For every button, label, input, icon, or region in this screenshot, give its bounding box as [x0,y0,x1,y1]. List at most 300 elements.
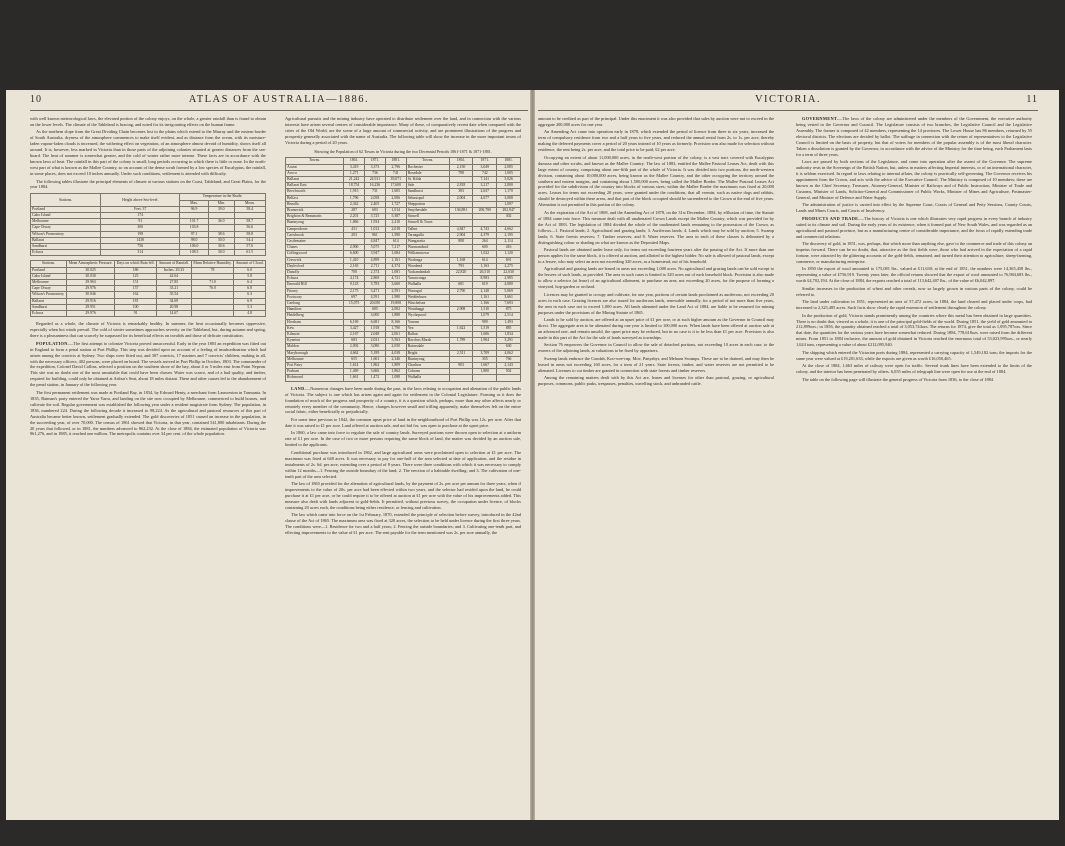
paragraph: Similar increases in the production of wheat and other cereals, now so largely grown in various parts of the colony, could be referred to. [796,285,1032,297]
table-cell: 793 [449,263,473,269]
table-cell: 1,161 [385,257,406,263]
table-header: Towns. [406,158,449,164]
table-cell: 30.025 [67,267,115,273]
table-cell: 2,092 [344,344,365,350]
table-cell: 2,410 [385,220,406,226]
table-cell: 71.0 [191,280,234,286]
table-cell: 1,472 [365,375,386,381]
table-header: Mean. [234,200,265,206]
section-heading-population: POPULATION. [36,340,70,346]
table-cell: 2,165 [344,263,365,269]
table-cell: 1,934 [365,220,386,226]
table-cell: 2,908 [449,307,473,313]
table-cell [497,375,521,381]
table-cell: 6,169 [344,319,365,325]
table-cell: 56.6 [234,225,265,231]
table-cell: 19,808 [385,301,406,307]
table-cell: 1,493 [497,319,521,325]
table-cell: 1,005 [497,170,521,176]
table-cell: 2,818 [449,183,473,189]
table-cell: 15,075 [344,301,365,307]
table-cell: 5,026 [497,176,521,182]
table-cell: 1,271 [344,170,365,176]
table-cell: 875 [497,307,521,313]
table-cell: 3,427 [344,325,365,331]
table-cell: 1,605 [385,189,406,195]
table-cell: 3,373 [365,164,386,170]
table-cell: 6.9 [234,298,266,304]
table-cell: 5,069 [497,288,521,294]
table-cell: 1,796 [344,195,365,201]
table-cell: 58.8 [234,231,265,237]
table-cell: Ballarat [286,176,344,182]
table-cell: 282,947 [497,207,521,213]
table-cell: 136,881 [449,207,473,213]
table-cell: 619 [473,282,497,288]
table-cell: Sandhurst [406,189,449,195]
table-cell: 5.8 [234,273,266,279]
paragraph: Agricultural and grazing lands are leased in areas not exceeding 1,000 acres. No agricultural and grazing lands can be sold except to the lessees of such lands, as provided. The area in such cases is limited to 320 acres out of each leasehold block. Provision is also made to allow a selector (at lease) of an agricultural allotment, to purchase an area, not exceeding 20 acres, for the purpose of forming a vineyard, hop-garden or orchard. [538,266,774,290]
paragraph: with well known meteorological laws, the elevated portion of the colony enjoys, on the whole, a greater rainfall than is found to obtain on the lower levels. The climate of the Tableland is bracing, and noted for its invigorating effects on the human frame. [30,116,266,127]
table-cell: 58.7 [234,219,265,225]
table-cell: 38.6 [208,231,234,237]
table-cell: 17,600 [385,183,406,189]
table-cell: 1,727 [385,201,406,207]
table-cell: Sandhurst [31,244,101,250]
table-cell: 766 [497,356,521,362]
table-cell: 2,800 [497,183,521,189]
table-cell: 203 [344,232,365,238]
table-cell [191,311,234,317]
table-cell: 30.0 [208,237,234,243]
table-cell: 27.85 [157,280,192,286]
table-cell: Heidelberg [286,313,344,319]
table-cell: Melbourne [286,356,344,362]
table-cell: 3,709 [473,350,497,356]
table-cell: 36.0 [208,219,234,225]
table-cell: 2,374 [365,270,386,276]
table-cell: Sale [406,183,449,189]
table-cell: Yea [406,325,449,331]
table-cell: 4,847 [449,226,473,232]
table-cell: Wedderburn [406,294,449,300]
table-cell: 300 [101,225,180,231]
left-column-1 [30,116,266,439]
table-cell: 1,915 [344,189,365,195]
paragraph: For some time previous to 1842, the common upset price of land in the neighbourhood of Port Phillip was 12s. per acre. After that date it was raised to £1 per acre. Land offered at auction sale, and not bid for, was open to purchase at the upset price. [285,416,521,428]
table-cell: Walhalla [406,375,449,381]
table-cell: 1,510 [473,307,497,313]
table-cell: 683 [344,338,365,344]
table-cell: 4,379 [473,232,497,238]
table-cell: 756 [101,244,180,250]
table-cell: 2,514 [497,313,521,319]
table-cell: 151 [115,280,157,286]
table-cell: 2,167 [344,332,365,338]
table-cell: 502 [497,369,521,375]
table-cell: Portland [31,267,67,273]
table-cell: Richmond [286,375,344,381]
table-cell: 20,050 [365,301,386,307]
section-heading-products: PRODUCTS AND TRADE. [802,215,860,221]
table-header: Days on which Rain fell. [115,261,157,267]
table-cell: 3,725 [365,214,386,220]
table-cell: 1,163 [473,263,497,269]
table-cell: 2,511 [449,350,473,356]
table-cell: 2,061 [385,332,406,338]
table-cell: Stawell & Town [406,220,449,226]
table-cell: 3,660 [385,282,406,288]
table-cell: 5,387 [385,214,406,220]
paragraph: Licences may be granted to occupy and cultivate, for one year, portions of certain lands proclaimed as auriferous, not exceeding 20 acres in each case. Grazing licences are also issued for auriferous lands, renewable annually, for a period of not more than five years, the area in each case not to exceed 1,000 acres. All lands alienated under the Land Act of 1884, are liable to be resumed for mining purposes under the provisions of the Mining Statute of 1865. [538,291,774,315]
table-cell: Camperdown [286,226,344,232]
table-cell: 78 [191,267,234,273]
left-page [30,90,528,820]
table-cell: 61.5 [234,250,265,256]
table-cell: 34.69 [157,298,192,304]
table-cell: 681 [449,282,473,288]
table-cell: 1,834 [497,332,521,338]
table-cell: 614 [385,239,406,245]
table-cell: 2,869 [365,276,386,282]
table-cell: 18,754 [344,183,365,189]
table-header: 1861. [344,158,365,164]
table-cell: Melbourne [31,219,101,225]
left-column-2 [285,116,521,538]
table-cell: Creswick [286,257,344,263]
table-cell: Stawell [406,214,449,220]
section-heading-government: GOVERNMENT. [802,116,839,121]
table-cell: 614 [473,257,497,263]
table-cell: 3,088 [497,195,521,201]
table-cell: 600 [473,245,497,251]
paragraph: amount to be credited as part of the principal. Under this enactment it was also provided that sales by auction were not to exceed in the aggregate 200,000 acres for one year. [538,116,774,127]
table-cell: Kyneton [286,338,344,344]
table-cell: 9,143 [344,282,365,288]
table-cell: 2,201 [344,214,365,220]
table-cell: Ballarat [31,298,67,304]
table-cell: 30.6 [208,244,234,250]
table-cell: Fitzroy [286,288,344,294]
table-cell: 4,080 [497,282,521,288]
paragraph: Lands to be sold by auction, are offered at an upset price of £1 per acre, or at such higher amount as the Governor in Council may direct. The aggregate area to be alienated during one year is limited to 100,000 acres. When lands have been offered at auction sale at an advanced rate, and remain unsold, the upset price may be reduced, but in no case is it to be less than £1 per acre. Provision is also made in this part of the Act for the sale of lands surveyed as townships. [538,317,774,340]
table-cell: 1,012 [365,226,386,232]
table-cell: Portland [31,206,101,212]
table-cell: Buninyong [406,356,449,362]
table-cell: 4,721 [385,276,406,282]
table-cell: Warrnambool [406,245,449,251]
table-cell: 2,904 [449,232,473,238]
table-cell: 2,591 [385,288,406,294]
table-cell: 3,217 [473,183,497,189]
table-cell: 691 [497,257,521,263]
table-cell: 4.8 [234,311,266,317]
table-cell: Kew [286,325,344,331]
table-cell: 4,374 [385,263,406,269]
right-column-1 [538,116,774,388]
table-cell: Feet. 37 [101,206,180,212]
table-cell: 2,796 [385,164,406,170]
table-cell: 697 [344,294,365,300]
table-cell: Brunswick [286,207,344,213]
table-cell: 2,175 [344,288,365,294]
table-cell: 2,004 [449,195,473,201]
table-cell: Talbot [406,226,449,232]
table-cell: 4,743 [473,226,497,232]
table-cell: 2,050 [385,344,406,350]
table-cell: 1,789 [449,338,473,344]
table-cell: 1,410 [344,257,365,263]
table-row [31,250,266,256]
towns-table-caption: Showing the Population of 62 Towns in Victoria during the two Decennial Periods 1861-1871 & 1871-1881. [314,148,492,154]
table-cell: 1,980 [385,294,406,300]
table-cell: 2,006 [385,195,406,201]
table-cell: 2,195 [497,232,521,238]
table-cell: Melbourne [31,280,67,286]
table-cell: 2,711 [365,263,386,269]
table-cell: 30.046 [67,292,115,298]
table-cell: 1,120 [497,251,521,257]
table-cell: 788 [449,170,473,176]
table-cell: 416 [497,245,521,251]
table-cell: 1,862 [385,369,406,375]
paragraph: In the production of gold, Victoria stands prominently among the countries where this metal has been obtained in large quantities. There is no doubt that, viewed as a whole, it is one of the principal gold-fields of the world. During 1851, the yield of gold amounted to 212,899ozs.; in 1856, the quantity obtained reached a total of 3,053,744ozs. The returns for 1874, give the total as 1,095,787ozs. Since that date, the quantities for the various years have become somewhat reduced. During 1884, 778,618ozs. were raised from the different mines. From 1851 to 1884 inclusive, the amount of gold obtained in Victoria reached the enormous total of 53,023,995ozs., or nearly 1,624 tons, representing a value of about £212,095,940. [796,312,1032,348]
table-cell: 1,904 [473,338,497,344]
left-page-header [30,94,528,111]
table-cell: Belfast [286,195,344,201]
table-cell: 355 [473,356,497,362]
table-header: 1881. [385,158,406,164]
right-page [538,90,1038,820]
table-cell: 39,071 [385,176,406,182]
table-cell: Daylesford [286,263,344,269]
table-cell: St. Kilda [406,176,449,182]
table-cell: 181 [115,298,157,304]
table-cell: 103.8 [180,225,209,231]
table-cell: 1,661 [365,356,386,362]
table-cell: 6.8 [234,286,266,292]
table-cell: 1,866 [344,220,365,226]
table-cell: 186 [115,267,157,273]
table-cell: Castlemaine [286,239,344,245]
right-page-header [538,94,1038,111]
table-cell: Ballarat [31,237,101,243]
table-cell: Gabo Island [31,273,67,279]
paragraph: An Amending Act came into operation early in 1878, which extended the period of licence from three to six years, increased the term of compulsory residence from two and a half years to five years, and reduced the annual rental from 2s. to 1s. per acre, thereby making the deferred payments cover a period of 20 years instead of 10 years as formerly. Provision was also made for selection without residence, the rent being 2s. per acre, and the total price to be paid, £2 per acre. [538,129,774,153]
table-cell: 1,170 [497,189,521,195]
table-cell: 101.7 [180,219,209,225]
table-cell: 22,030 [497,270,521,276]
table-cell: 5,189 [365,350,386,356]
table-header: Mean Atmospheric Pressure. [67,261,115,267]
table-header: 1881. [497,158,521,164]
temperature-table [30,193,266,256]
table-cell: 5,563 [385,338,406,344]
table-cell: Hamilton [286,307,344,313]
table-cell: 630 [497,344,521,350]
table-cell: 91 [101,219,180,225]
table-cell: Wilson's Promontory [31,292,67,298]
table-cell: Carisbrook [286,232,344,238]
table-cell: 5,075 [365,245,386,251]
table-cell: 3,783 [365,282,386,288]
table-cell: 1,007 [497,201,521,207]
table-cell: 2,342 [344,201,365,207]
table-cell: 7,141 [473,176,497,182]
table-cell: 655 [344,356,365,362]
table-cell: Wilson's Promontory [31,231,101,237]
table-cell: 2,085 [497,164,521,170]
table-cell: 7,693 [497,301,521,307]
table-cell: Smythesdale [406,207,449,213]
table-cell: 1,667 [473,363,497,369]
paragraph: The shipping which entered the Victorian ports during 1884, represented a carrying capacity of 1,549,182 tons; the imports for the same year were valued at £19,201,633, while the exports are given as worth £16,050,465. [796,349,1032,361]
table-cell: 4,038 [385,350,406,356]
table-cell: 16,236 [365,183,386,189]
paragraph: The law which came into force on the 1st February, 1870, extended the principle of selection before survey, introduced in the 42nd clause of the Act of 1865. The maximum area was fixed at 320 acres, the selection to be held under licence during the first three years. The conditions were—1. Residence for two and a half years; 2. Fencing the outside boundaries; and 3. Cultivating one-tenth part, and effecting improvements to the value of £1 per acre. The rent payable for the term mentioned was 2s. per acre annually, the [285,512,521,536]
table-cell: 2,048 [365,332,386,338]
table-cell: 96.9 [180,206,209,212]
table-cell: 58.4 [234,206,265,212]
table-cell: 808 [449,239,473,245]
table-cell: 26,510 [473,270,497,276]
table-cell: Wangaratta [406,239,449,245]
table-cell: Yarrawonga [406,276,449,282]
table-cell: 2,405 [365,201,386,207]
table-cell: 6.3 [234,292,266,298]
table-cell: 20.98 [157,304,192,310]
table-cell: 2,150 [449,164,473,170]
table-cell: 98.0 [180,237,209,243]
table-cell: Ballarat East [286,183,344,189]
paragraph: Swamp lands embrace the Condah, Koo-wee-rup, Moe, Panyabyr, and Mehaon Swamps. These are to be drained, and may then be leased in areas not exceeding 160 acres, for a term of 21 years. State forests, timber, and water reserves are not permitted to be alienated. Licenses to cut timber are granted in connection with state forests and timber reserves. [538,355,774,373]
table-cell: 198 [101,231,180,237]
table-cell: Clunes [286,245,344,251]
table-cell: Bairnsdale [406,344,449,350]
table-cell: 54.4 [234,237,265,243]
table-cell: Maryborough [286,350,344,356]
table-cell: Ararat [286,164,344,170]
table-cell: 1,079 [473,313,497,319]
table-cell: 42.64 [157,273,192,279]
table-cell: 29.976 [67,311,115,317]
table-cell: Sandhurst [31,304,67,310]
table-cell: 3,947 [365,251,386,257]
table-header: Towns. [286,158,344,164]
table-cell: 29.963 [67,280,115,286]
table-cell: 21,242 [344,176,365,182]
paragraph: —The first attempt to colonize Victoria proved unsuccessful. Early in the year 1803 an expedition was fitted out in England to form a penal station at Port Phillip. This step was decided upon on account of a feeling of insubordination which had arisen among the convicts at Sydney. Two ships were fitted out, and 307 convicts, 17 marines and 7 convicts' children, making in all, with the necessary officers, 402 persons, were placed on board. The vessels arrived in Port Phillip in October, 1803. The commander of the expedition, Colonel David Collins, selected a position on the southern shore of the bay, about 4 or 5 miles east from Point Nepean. This site was no doubt one of the most unsuitable that could have been chosen. Water was scarce, and of a bad quality, and timber, required for building, could only be obtained at Arthur's Seat, about 18 miles distant. These and other causes led to the abandonment of the penal station, in January of the following year. [30,340,266,388]
table-cell: 314 [101,250,180,256]
table-cell: 6,681 [365,319,386,325]
table-cell: Wonthaggi [406,307,449,313]
table-cell: 76.0 [191,286,234,292]
table-cell: 39.0 [208,206,234,212]
paragraph: Regarded as a whole, the climate of Victoria is remarkably healthy. In summer, the heat occasionally becomes oppressive, especially when hot winds prevail. The cold of winter sometimes approaches severity on the Tableland, but, during autumn and spring, there is a pleasantness that can scarcely be surpassed for its beneficial effects on invalids and those of delicate constitution. [30,321,266,339]
table-cell: Buninyong [286,220,344,226]
paragraph: At the close of 1884, 1,663 miles of railway were open for traffic. Several trunk lines have been extended to the limits of the colony, and the interior has been penetrated by others. 6,055 miles of telegraph line were open for use at the end of 1884. [796,363,1032,375]
table-cell: 6.4 [234,280,266,286]
table-cell: 2,018 [385,226,406,232]
table-cell: Cape Otway [31,225,101,231]
table-cell: 14.67 [157,311,192,317]
table-cell: 1,606 [473,332,497,338]
table-cell: 206,780 [473,207,497,213]
table-cell: Yackandandah [406,270,449,276]
table-cell: 3,049 [473,164,497,170]
paragraph: The administration of justice is carried into effect by the Supreme Court, Courts of General and Petty Sessions, County Courts, Lands and Mines Courts, and Courts of Insolvency. [796,202,1032,214]
table-cell: 2,985 [497,276,521,282]
table-cell: 2,058 [365,195,386,201]
table-cell: 2,114 [497,239,521,245]
table-cell: Cape Otway [31,286,67,292]
paragraph: In 1850 the export of wool amounted to 175,081 lbs., valued at £11,630; at the end of 1851, the numbers were 14,365,458 lbs., representing a value of £756,919. Twenty years later, the official returns showed that the export of wool amounted to 76,984,683 lbs., worth £4,702,194. At the close of 1884, the exports reached a total of 113,642,407 lbs., of the value of £6,042,897. [796,266,1032,284]
table-cell: 4,062 [497,350,521,356]
left-page-number: 10 [30,94,42,105]
table-cell: Yarram [406,319,449,325]
table-cell: Dunolly [286,270,344,276]
table-cell: 2,637 [473,189,497,195]
table-cell: 383 [449,189,473,195]
table-cell: Avoca [286,170,344,176]
table-cell: 1,166 [473,301,497,307]
table-cell: 1,014 [385,207,406,213]
table-cell: 885 [497,325,521,331]
table-cell: 162 [115,292,157,298]
table-cell: 1,862 [365,363,386,369]
table-cell: 30.030 [67,273,115,279]
table-cell: Horsham [286,319,344,325]
table-cell: Wodonga [406,257,449,263]
table-cell: 29.976 [67,286,115,292]
paragraph: The discovery of gold, in 1851, was, perhaps, that which more than anything else, gave to the commerce and trade of this colony an impetus forward. There can be no doubt, that, attractive as the first fields were, those who had arrived in the expectation of a rapid fortune, were attracted by the glittering accounts of the gold-fields, remained, and turned their attention to agriculture, sheep-farming, commerce, or manufacturing enterprise. [796,241,1032,264]
table-cell: 174 [101,213,180,219]
table-header: 1871. [473,158,497,164]
table-cell: 1,661 [344,375,365,381]
table-cell: Benalla [286,201,344,207]
table-header: Stations. [31,194,101,206]
left-running-title: ATLAS OF AUSTRALIA—1886. [188,94,370,105]
table-cell: 742 [473,170,497,176]
table-cell: 4,899 [365,257,386,263]
table-cell: 1,614 [344,363,365,369]
table-cell: 29.916 [67,298,115,304]
table-cell: Tarnagulla [406,232,449,238]
table-cell: Brighton & Beaumaris [286,214,344,220]
paragraph: Pastoral lands are obtained under lease only, for terms not exceeding fourteen years after the passing of the Act. If more than one person applies for the same block, it is offered at auction, and allotted to the highest bidder. No sale is allowed of pastoral lands, except to a lessee, who may select an area not exceeding 320 acres, as a homestead, out of his leasehold. [538,247,774,264]
table-cell: 125 [115,273,157,279]
table-cell: 264 [473,239,497,245]
table-cell: 2,002 [385,307,406,313]
table-cell: 4,591 [365,294,386,300]
table-cell: 1,684 [385,251,406,257]
table-cell: 731 [365,189,386,195]
table-cell: 2,346 [385,356,406,362]
rainfall-table-body [31,267,266,317]
table-cell: 1,469 [344,369,365,375]
table-cell: 4,174 [344,276,365,282]
table-header: Amount of Cloud. [235,261,264,266]
table-cell: Echuca [286,276,344,282]
right-page-number: 11 [1026,94,1038,105]
paragraph: —The laws of the colony are administered under the members of the Government, the executive authority being vested in the Governor and Council. The Legislature consists of two branches, the Legislative Council and the Legislative Assembly. The former is composed of 42 members, representing the 14 provinces. The Lower House has 86 members, returned by 55 electoral districts. The elections are decided by ballot. The suffrage in connection with the return of representatives to the Legislative Council is limited on the basis of property, but that of voters for members of the popular assembly is of the most liberal character. Taken a dissolution is granted by the Governor, in accordance with the advice of the Ministry for the time being, each Parliament lasts for a term of three years. [796,116,1032,157]
table-cell: 3,291 [497,338,521,344]
table-cell: 6.0 [234,267,266,273]
table-cell: 4,677 [473,195,497,201]
table-cell: 3,471 [365,288,386,294]
table-row [31,311,266,317]
table-cell: 2,790 [449,288,473,294]
